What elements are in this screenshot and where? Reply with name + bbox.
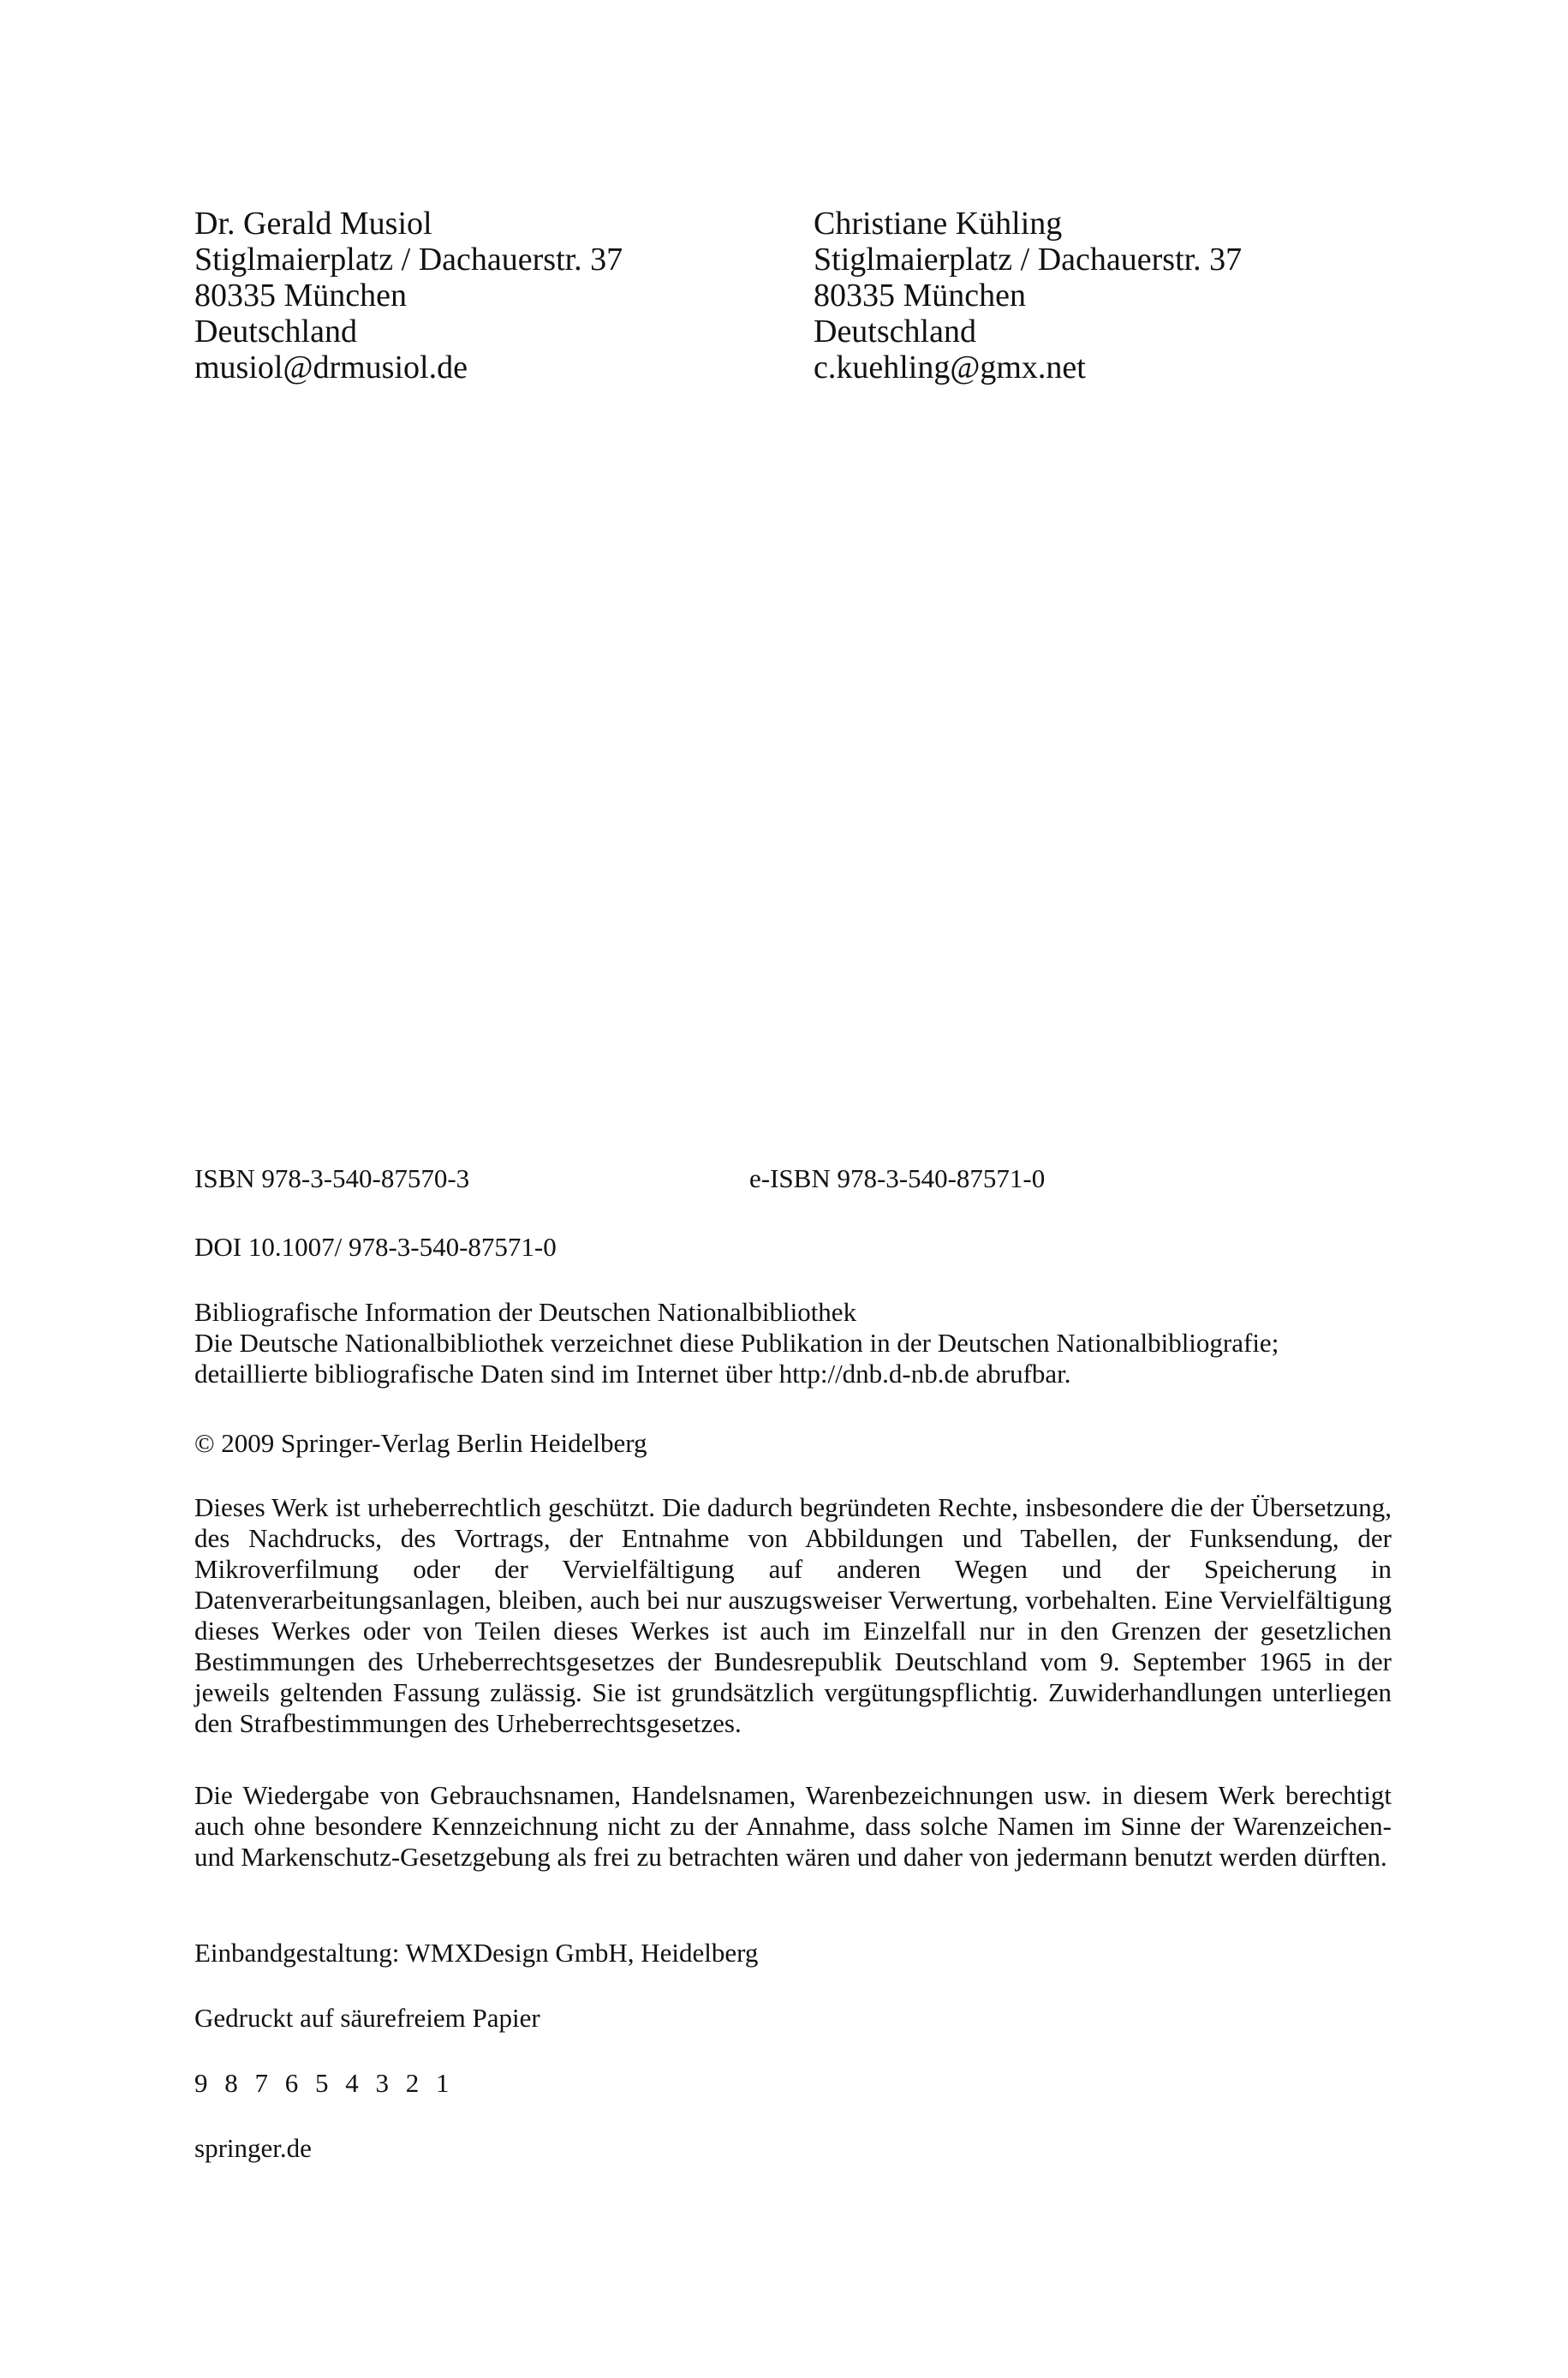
author-address-kuehling [814,206,1242,385]
author-street: Stiglmaierplatz / Dachauerstr. 37 [194,242,623,278]
paper-note: Gedruckt auf säurefreiem Papier [194,2003,540,2033]
trademark-notice: Die Wiedergabe von Gebrauchsnamen, Handelsnamen, Warenbezeichnungen usw. in diesem Werk berechtigt auch ohne besondere Kennzeichnung nicht zu der Annahme, dass solche Namen im Sinne der Warenzeichen- und Markenschutz-Gesetzgebung als frei zu betrachten wären und daher von jedermann benutzt werden dürften. [194,1780,1392,1872]
author-city: 80335 München [814,278,1027,314]
bibliographic-line: Die Deutsche Nationalbibliothek verzeichnet diese Publikation in der Deutschen Nationalbibliografie; [194,1328,1279,1358]
bibliographic-line: detaillierte bibliografische Daten sind im Internet über http://dnb.d-nb.de abrufbar. [194,1359,1071,1389]
publisher-website: springer.de [194,2133,312,2163]
bibliographic-heading: Bibliografische Information der Deutschen Nationalbibliothek [194,1297,857,1327]
doi: DOI 10.1007/ 978-3-540-87571-0 [194,1232,557,1262]
author-address-musiol [194,206,623,385]
author-street: Stiglmaierplatz / Dachauerstr. 37 [814,242,1243,278]
author-name: Dr. Gerald Musiol [194,206,432,242]
cover-design-credit: Einbandgestaltung: WMXDesign GmbH, Heidelberg [194,1938,759,1968]
author-country: Deutschland [814,314,976,350]
isbn: ISBN 978-3-540-87570-3 [194,1163,470,1193]
copyright-notice: Dieses Werk ist urheberrechtlich geschützt. Die dadurch begründeten Rechte, insbesondere die der Übersetzung, des Nachdrucks, des Vortrags, der Entnahme von Abbildungen und Tabellen, der Funksendung, der Mikroverfilmung oder der Vervielfältigung auf anderen Wegen und der Speicherung in Datenverarbeitungsanlagen, bleiben, auch bei nur auszugsweiser Verwertung, vorbehalten. Eine Vervielfältigung dieses Werkes oder von Teilen dieses Werkes ist auch im Einzelfall nur in den Grenzen der gesetzlichen Bestimmungen des Urheberrechtsgesetzes der Bundesrepublik Deutschland vom 9. September 1965 in der jeweils geltenden Fassung zulässig. Sie ist grundsätzlich vergütungspflichtig. Zuwiderhandlungen unterliegen den Strafbestimmungen des Urheberrechtsgesetzes. [194,1492,1392,1738]
author-country: Deutschland [194,314,357,350]
print-line: 9 8 7 6 5 4 3 2 1 [194,2068,455,2098]
e-isbn: e-ISBN 978-3-540-87571-0 [749,1163,1046,1193]
author-email: c.kuehling@gmx.net [814,350,1086,385]
author-name: Christiane Kühling [814,206,1063,242]
copyright-line: © 2009 Springer-Verlag Berlin Heidelberg [194,1428,647,1458]
author-email: musiol@drmusiol.de [194,350,468,385]
isbn-row [194,1163,1392,1198]
author-city: 80335 München [194,278,408,314]
bibliographic-information [194,1297,1392,1389]
